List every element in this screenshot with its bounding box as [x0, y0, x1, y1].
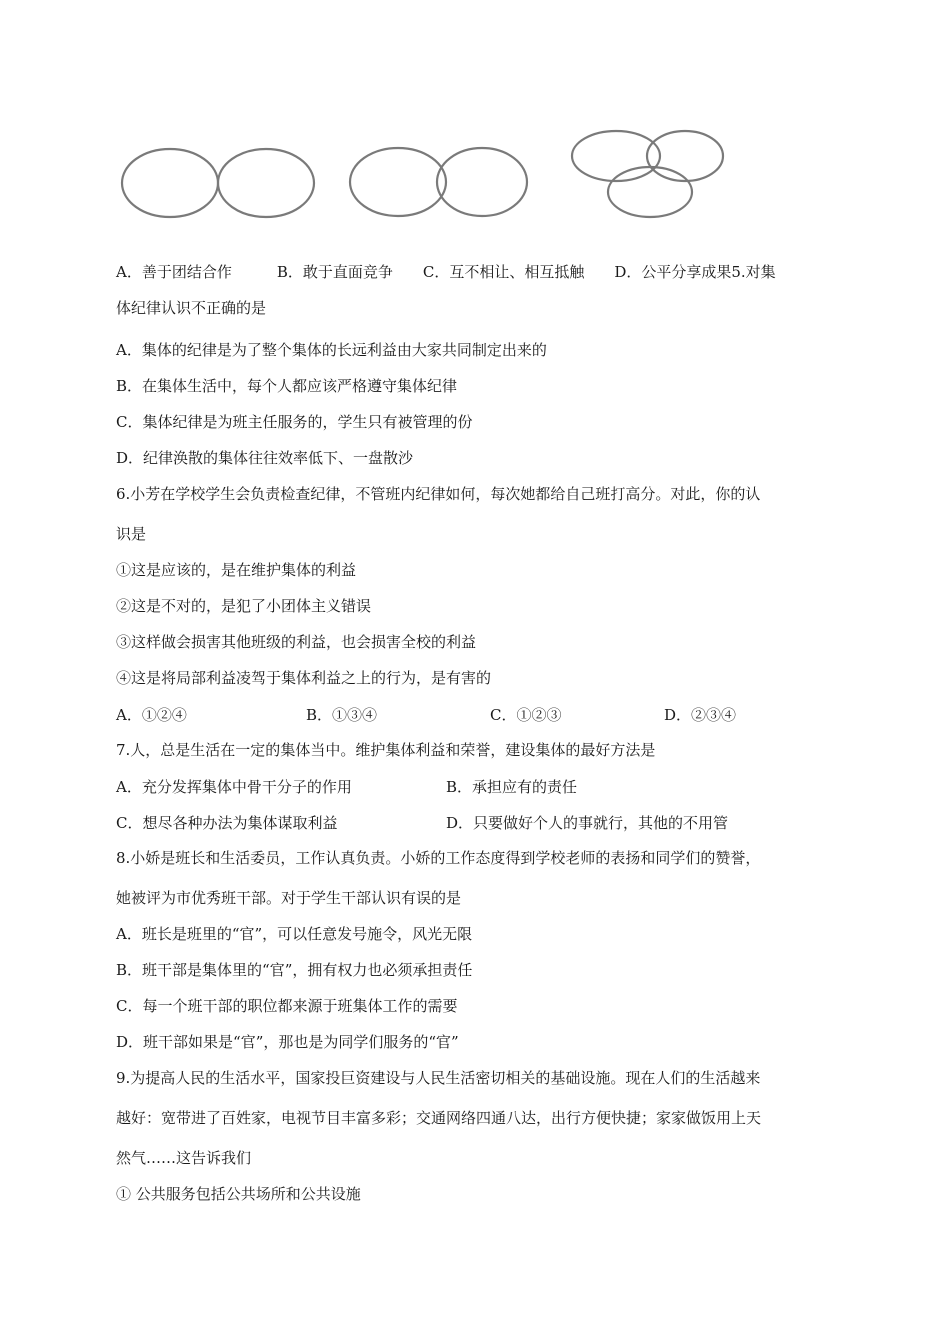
circles-figure — [118, 126, 738, 226]
q5-stem-cont: 体纪律认识不正确的是 — [116, 299, 267, 317]
q6-option-a: A．①②④ — [116, 706, 187, 724]
q9-stem-cont1: 越好：宽带进了百姓家，电视节目丰富多彩；交通网络四通八达，出行方便快捷；家家做饭用上天 — [116, 1109, 762, 1127]
q8-option-d: D．班干部如果是“官”，那也是为同学们服务的“官” — [116, 1033, 459, 1051]
circle-pair2-left — [350, 148, 446, 216]
q7-option-b: B．承担应有的责任 — [446, 778, 578, 796]
q6-stem: 6.小芳在学校学生会负责检查纪律，不管班内纪律如何，每次她都给自己班打高分。对此，你的认 — [116, 485, 761, 503]
circle-triple-bottom — [608, 167, 692, 217]
q5-option-a: A．集体的纪律是为了整个集体的长远利益由大家共同制定出来的 — [116, 341, 547, 359]
q6-statement-1: ①这是应该的，是在维护集体的利益 — [116, 561, 357, 579]
q6-option-c: C．①②③ — [490, 706, 562, 724]
q7-option-c: C．想尽各种办法为集体谋取利益 — [116, 814, 338, 832]
q8-option-b: B．班干部是集体里的“官”，拥有权力也必须承担责任 — [116, 961, 473, 979]
circle-triple-right — [647, 131, 723, 181]
circle-pair1-left — [122, 149, 218, 217]
q9-stem-cont2: 然气……这告诉我们 — [116, 1149, 252, 1167]
q8-option-c: C．每一个班干部的职位都来源于班集体工作的需要 — [116, 997, 458, 1015]
q9-stem: 9.为提高人民的生活水平，国家投巨资建设与人民生活密切相关的基础设施。现在人们的生活越来 — [116, 1069, 761, 1087]
q9-statement-1: ① 公共服务包括公共场所和公共设施 — [116, 1185, 361, 1203]
q7-option-a: A．充分发挥集体中骨干分子的作用 — [116, 778, 352, 796]
q6-statement-4: ④这是将局部利益凌驾于集体利益之上的行为，是有害的 — [116, 669, 492, 687]
q8-stem-cont: 她被评为市优秀班干部。对于学生干部认识有误的是 — [116, 889, 462, 907]
q4-options-line: A．善于团结合作 B．敢于直面竞争 C．互不相让、相互抵触 D．公平分享成果5.对集 — [116, 263, 776, 281]
circle-pair2-right — [437, 148, 527, 216]
q5-option-d: D．纪律涣散的集体往往效率低下、一盘散沙 — [116, 449, 414, 467]
q8-option-a: A．班长是班里的“官”，可以任意发号施令，风光无限 — [116, 925, 473, 943]
q6-option-d: D．②③④ — [664, 706, 737, 724]
q7-stem: 7.人，总是生活在一定的集体当中。维护集体利益和荣誉，建设集体的最好方法是 — [116, 741, 656, 759]
q7-option-d: D．只要做好个人的事就行，其他的不用管 — [446, 814, 729, 832]
circle-pair1-right — [218, 149, 314, 217]
q6-option-b: B．①③④ — [306, 706, 378, 724]
q6-statement-3: ③这样做会损害其他班级的利益，也会损害全校的利益 — [116, 633, 477, 651]
q6-stem-cont: 识是 — [116, 525, 147, 543]
circles-diagram — [118, 126, 738, 226]
q5-option-b: B．在集体生活中，每个人都应该严格遵守集体纪律 — [116, 377, 458, 395]
q5-option-c: C．集体纪律是为班主任服务的，学生只有被管理的份 — [116, 413, 473, 431]
q8-stem: 8.小娇是班长和生活委员，工作认真负责。小娇的工作态度得到学校老师的表扬和同学们的赞誉， — [116, 849, 761, 867]
q6-statement-2: ②这是不对的，是犯了小团体主义错误 — [116, 597, 372, 615]
